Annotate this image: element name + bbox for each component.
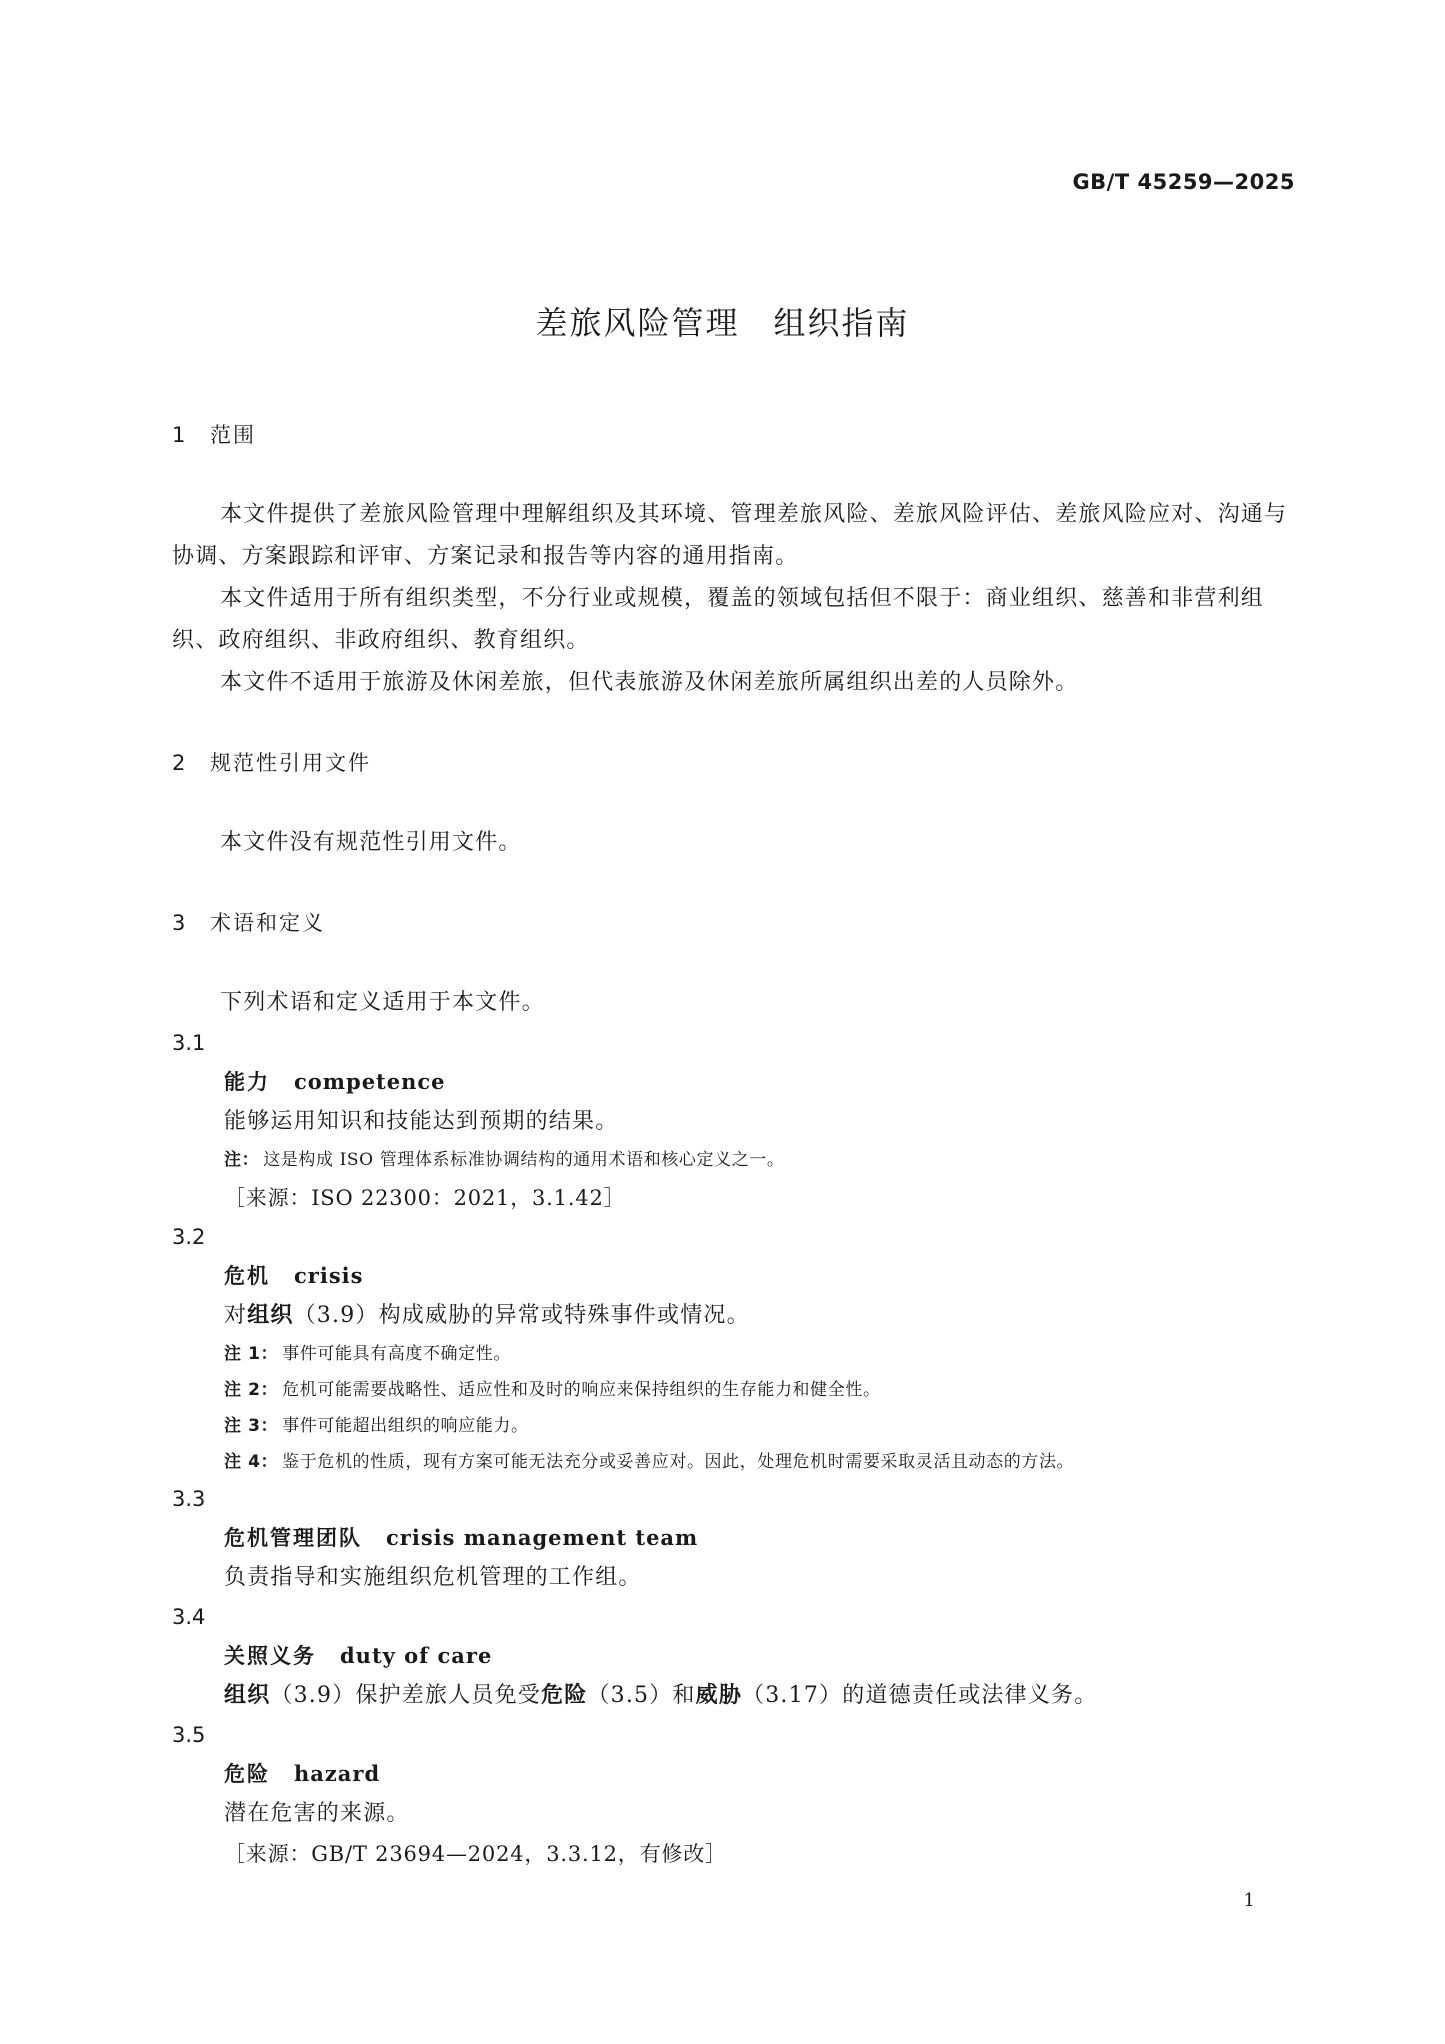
term-english: crisis management team xyxy=(386,1525,699,1550)
term-note xyxy=(172,1336,1292,1372)
term-reference: 威胁 xyxy=(695,1683,743,1708)
term-chinese: 关照义务 xyxy=(224,1644,316,1668)
document-title: 差旅风险管理 组织指南 xyxy=(535,304,910,342)
term-definition: 负责指导和实施组织危机管理的工作组。 xyxy=(224,1565,642,1590)
definition-text: 构成威胁的异常或特殊事件或情况。 xyxy=(378,1303,750,1328)
note-label: 注 2： xyxy=(224,1380,279,1400)
section-title: 范围 xyxy=(210,423,256,447)
section-heading-scope xyxy=(172,420,1292,450)
section-number: 2 xyxy=(172,751,188,775)
section-title: 规范性引用文件 xyxy=(210,751,371,775)
term-english: duty of care xyxy=(340,1643,493,1668)
note-label: 注 3： xyxy=(224,1416,279,1436)
term-entry xyxy=(172,1636,1292,1676)
term-definition: 能够运用知识和技能达到预期的结果。 xyxy=(224,1109,619,1134)
document-body xyxy=(172,420,1292,1874)
term-number: 3.2 xyxy=(172,1225,206,1249)
term-number: 3.3 xyxy=(172,1487,206,1511)
term-reference: 组织 xyxy=(224,1683,271,1708)
section-number: 3 xyxy=(172,911,188,935)
term-source: ［来源：ISO 22300：2021，3.1.42］ xyxy=(224,1186,626,1210)
term-note xyxy=(172,1444,1292,1480)
paragraph: 下列术语和定义适用于本文件。 xyxy=(220,990,545,1015)
term-english: hazard xyxy=(294,1761,381,1786)
term-reference: 组织 xyxy=(247,1303,294,1328)
term-reference-number: （3.17） xyxy=(742,1683,843,1708)
term-number: 3.4 xyxy=(172,1605,206,1629)
paragraph: 本文件适用于所有组织类型，不分行业或规模，覆盖的领域包括但不限于：商业组织、慈善和非营利组织、政府组织、非政府组织、教育组织。 xyxy=(172,586,1265,653)
term-note xyxy=(172,1372,1292,1408)
term-definition xyxy=(172,1676,1292,1716)
term-chinese: 危机管理团队 xyxy=(224,1526,362,1550)
term-definition: 潜在危害的来源。 xyxy=(224,1801,410,1826)
term-chinese: 危险 xyxy=(224,1762,270,1786)
term-source: ［来源：GB/T 23694—2024，3.3.12，有修改］ xyxy=(224,1842,727,1866)
paragraph: 本文件提供了差旅风险管理中理解组织及其环境、管理差旅风险、差旅风险评估、差旅风险应对、沟通与协调、方案跟踪和评审、方案记录和报告等内容的通用指南。 xyxy=(172,502,1288,569)
term-entry xyxy=(172,1256,1292,1296)
term-number: 3.1 xyxy=(172,1031,206,1055)
term-english: competence xyxy=(294,1069,446,1094)
term-english: crisis xyxy=(294,1263,364,1288)
term-reference-number: （3.9） xyxy=(293,1303,379,1328)
term-chinese: 能力 xyxy=(224,1070,270,1094)
term-number: 3.5 xyxy=(172,1723,206,1747)
note-text: 危机可能需要战略性、适应性和及时的响应来保持组织的生存能力和健全性。 xyxy=(282,1380,881,1400)
section-title: 术语和定义 xyxy=(210,911,325,935)
term-reference-number: （3.5） xyxy=(587,1683,673,1708)
term-definition xyxy=(172,1296,1292,1336)
definition-text: 的道德责任或法律义务。 xyxy=(842,1683,1098,1708)
term-note xyxy=(172,1142,1292,1178)
note-text: 鉴于危机的性质，现有方案可能无法充分或妥善应对。因此，处理危机时需要采取灵活且动态的方法。 xyxy=(282,1452,1075,1472)
paragraph: 本文件没有规范性引用文件。 xyxy=(220,830,522,855)
note-text: 事件可能具有高度不确定性。 xyxy=(282,1344,511,1364)
term-entry xyxy=(172,1754,1292,1794)
section-number: 1 xyxy=(172,423,188,447)
term-reference: 危险 xyxy=(541,1683,588,1708)
definition-text: 和 xyxy=(672,1683,696,1708)
definition-text: 对 xyxy=(224,1303,248,1328)
term-entry xyxy=(172,1518,1292,1558)
note-label: 注： xyxy=(224,1150,260,1170)
section-heading-terms xyxy=(172,908,1292,938)
paragraph: 本文件不适用于旅游及休闲差旅，但代表旅游及休闲差旅所属组织出差的人员除外。 xyxy=(220,670,1079,695)
note-label: 注 1： xyxy=(224,1344,279,1364)
definition-text: 保护差旅人员免受 xyxy=(355,1683,542,1708)
note-label: 注 4： xyxy=(224,1452,279,1472)
term-entry xyxy=(172,1062,1292,1102)
page-number: 1 xyxy=(1243,1890,1255,1911)
term-chinese: 危机 xyxy=(224,1264,270,1288)
standard-code: GB/T 45259—2025 xyxy=(1072,170,1295,194)
section-heading-normative-references xyxy=(172,748,1292,778)
term-note xyxy=(172,1408,1292,1444)
note-text: 事件可能超出组织的响应能力。 xyxy=(282,1416,529,1436)
note-text: 这是构成 ISO 管理体系标准协调结构的通用术语和核心定义之一。 xyxy=(263,1150,785,1170)
term-reference-number: （3.9） xyxy=(270,1683,356,1708)
